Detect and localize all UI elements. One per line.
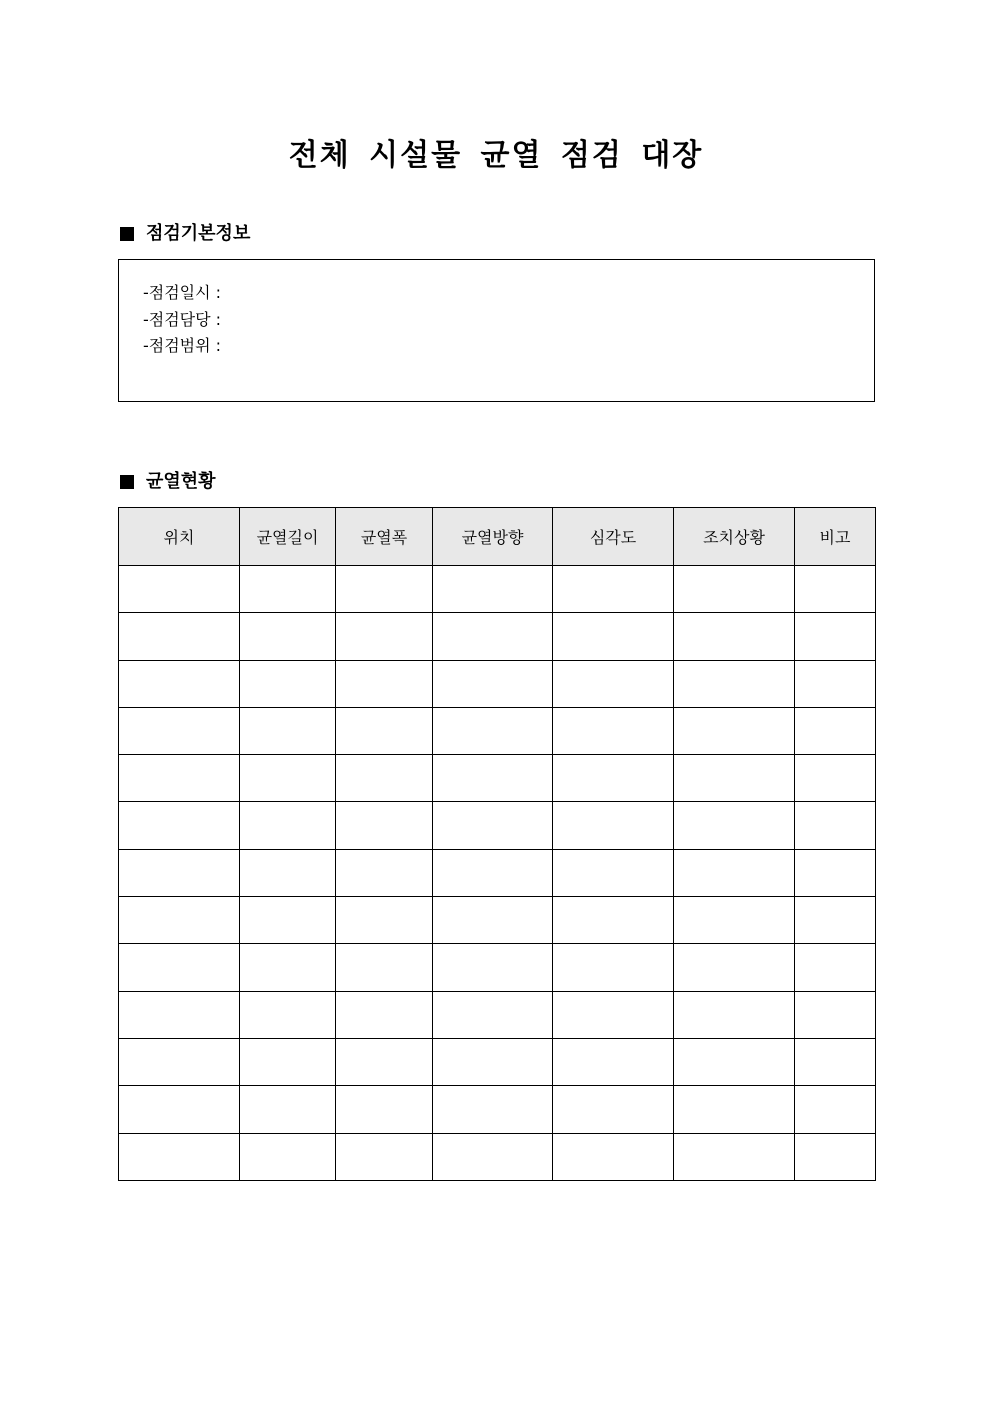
table-cell[interactable] <box>795 755 876 802</box>
table-cell[interactable] <box>795 897 876 944</box>
table-cell[interactable] <box>240 1038 336 1085</box>
inspection-scope-field: -점검범위 : <box>143 336 222 355</box>
column-header-severity: 심각도 <box>553 508 674 566</box>
section-heading-crack-status <box>118 470 216 494</box>
table-cell[interactable] <box>336 944 433 991</box>
inspection-staff-field: -점검담당 : <box>143 309 222 329</box>
table-cell[interactable] <box>553 613 674 660</box>
column-header-location: 위치 <box>119 508 240 566</box>
table-cell[interactable] <box>553 1133 674 1180</box>
table-cell[interactable] <box>433 944 553 991</box>
table-cell[interactable] <box>119 707 240 754</box>
table-cell[interactable] <box>240 755 336 802</box>
table-cell[interactable] <box>795 1086 876 1133</box>
table-cell[interactable] <box>240 660 336 707</box>
table-cell[interactable] <box>119 944 240 991</box>
table-cell[interactable] <box>433 1133 553 1180</box>
table-cell[interactable] <box>119 802 240 849</box>
table-cell[interactable] <box>433 1086 553 1133</box>
table-row <box>119 897 876 944</box>
column-header-crack-width: 균열폭 <box>336 508 433 566</box>
table-header-row <box>119 508 876 566</box>
table-cell[interactable] <box>119 1133 240 1180</box>
section-heading-basic-info <box>118 222 250 246</box>
table-cell[interactable] <box>674 944 795 991</box>
table-cell[interactable] <box>240 802 336 849</box>
table-cell[interactable] <box>119 849 240 896</box>
table-cell[interactable] <box>336 897 433 944</box>
table-cell[interactable] <box>240 707 336 754</box>
table-cell[interactable] <box>553 897 674 944</box>
table-cell[interactable] <box>433 707 553 754</box>
table-cell[interactable] <box>553 566 674 613</box>
table-cell[interactable] <box>795 566 876 613</box>
table-body <box>119 566 876 1181</box>
table-cell[interactable] <box>553 802 674 849</box>
table-cell[interactable] <box>240 897 336 944</box>
table-cell[interactable] <box>119 660 240 707</box>
table-row <box>119 707 876 754</box>
table-cell[interactable] <box>433 897 553 944</box>
table-cell[interactable] <box>433 566 553 613</box>
table-cell[interactable] <box>674 1038 795 1085</box>
table-cell[interactable] <box>553 849 674 896</box>
table-cell[interactable] <box>553 660 674 707</box>
table-cell[interactable] <box>240 849 336 896</box>
table-cell[interactable] <box>336 802 433 849</box>
column-header-crack-direction: 균열방향 <box>433 508 553 566</box>
table-cell[interactable] <box>795 944 876 991</box>
table-cell[interactable] <box>795 802 876 849</box>
table-cell[interactable] <box>336 991 433 1038</box>
section-heading-label: 점검기본정보 <box>146 223 251 244</box>
table-cell[interactable] <box>240 566 336 613</box>
table-cell[interactable] <box>674 613 795 660</box>
page-title: 전체 시설물 균열 점검 대장 <box>288 138 704 173</box>
table-cell[interactable] <box>795 613 876 660</box>
table-cell[interactable] <box>674 660 795 707</box>
table-cell[interactable] <box>795 707 876 754</box>
basic-info-box <box>118 259 875 402</box>
table-cell[interactable] <box>674 1086 795 1133</box>
table-cell[interactable] <box>119 613 240 660</box>
table-cell[interactable] <box>553 944 674 991</box>
table-cell[interactable] <box>553 991 674 1038</box>
table-cell[interactable] <box>119 1038 240 1085</box>
table-cell[interactable] <box>240 1133 336 1180</box>
table-row <box>119 1038 876 1085</box>
table-cell[interactable] <box>795 1133 876 1180</box>
table-cell[interactable] <box>674 991 795 1038</box>
table-cell[interactable] <box>336 1086 433 1133</box>
table-cell[interactable] <box>674 707 795 754</box>
table-cell[interactable] <box>433 991 553 1038</box>
table-cell[interactable] <box>119 755 240 802</box>
table-row <box>119 660 876 707</box>
table-cell[interactable] <box>336 849 433 896</box>
table-cell[interactable] <box>240 991 336 1038</box>
table-cell[interactable] <box>674 566 795 613</box>
table-cell[interactable] <box>336 566 433 613</box>
table-cell[interactable] <box>433 613 553 660</box>
crack-status-table <box>118 507 876 1181</box>
table-cell[interactable] <box>433 755 553 802</box>
table-cell[interactable] <box>119 897 240 944</box>
table-cell[interactable] <box>336 1133 433 1180</box>
table-row <box>119 944 876 991</box>
table-cell[interactable] <box>336 660 433 707</box>
section-heading-label: 균열현황 <box>146 471 216 492</box>
table-cell[interactable] <box>795 849 876 896</box>
table-cell[interactable] <box>433 660 553 707</box>
table-row <box>119 991 876 1038</box>
table-cell[interactable] <box>240 613 336 660</box>
table-cell[interactable] <box>433 1038 553 1085</box>
table-cell[interactable] <box>336 755 433 802</box>
column-header-remarks: 비고 <box>795 508 876 566</box>
table-row <box>119 566 876 613</box>
square-bullet-icon <box>120 227 134 241</box>
table-cell[interactable] <box>553 707 674 754</box>
square-bullet-icon <box>120 475 134 489</box>
table-cell[interactable] <box>553 1038 674 1085</box>
table-cell[interactable] <box>674 849 795 896</box>
table-row <box>119 1086 876 1133</box>
table-cell[interactable] <box>674 802 795 849</box>
table-cell[interactable] <box>674 897 795 944</box>
table-row <box>119 613 876 660</box>
table-cell[interactable] <box>119 1086 240 1133</box>
table-cell[interactable] <box>240 944 336 991</box>
table-cell[interactable] <box>795 991 876 1038</box>
table-row <box>119 849 876 896</box>
table-cell[interactable] <box>336 613 433 660</box>
table-cell[interactable] <box>433 802 553 849</box>
table-row <box>119 755 876 802</box>
table-cell[interactable] <box>240 1086 336 1133</box>
table-cell[interactable] <box>119 991 240 1038</box>
table-cell[interactable] <box>119 566 240 613</box>
table-row <box>119 1133 876 1180</box>
inspection-date-field: -점검일시 : <box>143 283 222 302</box>
table-cell[interactable] <box>795 1038 876 1085</box>
table-row <box>119 802 876 849</box>
column-header-action-status: 조치상황 <box>674 508 795 566</box>
table-cell[interactable] <box>674 1133 795 1180</box>
table-cell[interactable] <box>433 849 553 896</box>
table-cell[interactable] <box>795 660 876 707</box>
table-cell[interactable] <box>553 1086 674 1133</box>
table-cell[interactable] <box>336 1038 433 1085</box>
column-header-crack-length: 균열길이 <box>240 508 336 566</box>
table-cell[interactable] <box>674 755 795 802</box>
basic-info-lines <box>143 280 221 360</box>
table-cell[interactable] <box>336 707 433 754</box>
table-cell[interactable] <box>553 755 674 802</box>
